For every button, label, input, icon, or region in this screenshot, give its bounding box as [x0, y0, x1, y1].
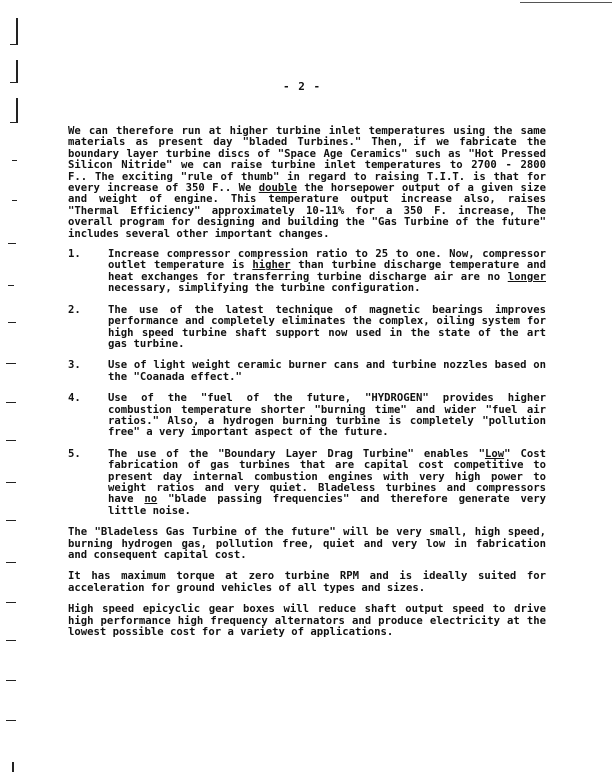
- margin-tick: [6, 720, 16, 721]
- margin-tick: [6, 680, 16, 681]
- list-item-text: Use of the "fuel of the future, "HYDROGEN" provides higher combustion temperature shorter "burning time" and wider "fuel air ratios." Also, a hydrogen burning turbine is completely "pollution free" a very important aspect of the future.: [108, 392, 546, 439]
- list-item-number: 1.: [68, 248, 81, 261]
- binder-mark: [10, 122, 18, 123]
- closing-paragraph: The "Bladeless Gas Turbine of the future" will be very small, high speed, burning hydrogen gas, pollution free, quiet and very low in fabrication and consequent capital cost.: [68, 526, 546, 561]
- underlined-word: higher: [252, 259, 291, 272]
- list-item-number: 5.: [68, 447, 81, 460]
- margin-tick: [6, 482, 16, 483]
- margin-tick: [12, 762, 14, 772]
- underlined-word: no: [144, 493, 158, 506]
- intro-emphasis: double: [258, 182, 297, 195]
- list-item: [68, 449, 546, 517]
- margin-tick: [8, 322, 16, 323]
- margin-tick: [6, 602, 16, 603]
- binder-mark: [16, 60, 18, 82]
- binder-mark: [16, 18, 18, 44]
- numbered-list: [68, 249, 546, 517]
- page-number: - 2 -: [283, 80, 322, 93]
- closing-paragraph: It has maximum torque at zero turbine RPM and is ideally suited for acceleration for ground vehicles of all types and sizes.: [68, 570, 546, 594]
- list-item-text: Increase compressor compression ratio to 25 to one. Now, compressor outlet temperature is higher than turbine discharge temperature and heat exchanges for transferring turbine discharge air are no longer necessary, simplifying the turbine configuration.: [108, 248, 546, 295]
- margin-tick: [6, 363, 16, 364]
- binder-mark: [10, 44, 18, 45]
- margin-tick: [6, 562, 16, 563]
- underlined-word: Low: [484, 447, 505, 460]
- list-item: [68, 360, 546, 383]
- intro-paragraph: [68, 126, 546, 240]
- underlined-word: longer: [507, 270, 546, 283]
- list-item-number: 2.: [68, 303, 81, 316]
- margin-tick: [12, 200, 17, 201]
- margin-tick: [8, 285, 14, 286]
- margin-tick: [12, 160, 17, 161]
- margin-tick: [6, 640, 16, 641]
- margin-tick: [6, 440, 16, 441]
- list-item-number: 4.: [68, 392, 81, 405]
- binder-mark: [16, 98, 18, 122]
- margin-tick: [8, 243, 16, 244]
- list-item-text: The use of the latest technique of magnetic bearings improves performance and completely eliminates the complex, oiling system for high speed turbine shaft support now used in the state of the art gas turbine.: [108, 303, 546, 350]
- intro-text: We can therefore run at higher turbine inlet temperatures using the same materials as present day "bladed Turbines." Then, if we fabricate the boundary layer turbine discs of "Space Age Ceramics" such as "Hot Pressed Silicon Nitride" we can raise turbine inlet temperatures to 2700 - 2800 F.. The exciting "rule of thumb" in regard to raising T.I.T. is that for every increase of 350 F.. We: [68, 125, 546, 195]
- intro-text: the horsepower output of a given size and weight of engine. This temperature output increase also, raises "Thermal Efficiency" approximately 10-11% for a 350 F. increase, The overall program for designing and building the "Gas Turbine of the future" includes several other important changes.: [68, 182, 546, 240]
- margin-tick: [6, 520, 16, 521]
- top-edge-rule: [520, 2, 612, 3]
- list-item: [68, 249, 546, 295]
- list-item: [68, 393, 546, 439]
- list-item: [68, 305, 546, 351]
- closing-paragraph: High speed epicyclic gear boxes will reduce shaft output speed to drive high performance high frequency alternators and produce electricity at the lowest possible cost for a variety of applications.: [68, 603, 546, 639]
- list-item-text: The use of the "Boundary Layer Drag Turbine" enables "Low" Cost fabrication of gas turbines that are capital cost competitive to present day internal combustion engines with very high power to weight ratios and very quiet. Bladeless turbines and compressors have no "blade passing frequencies" and therefore generate very little noise.: [108, 447, 547, 517]
- list-item-text: Use of light weight ceramic burner cans and turbine nozzles based on the "Coanada effect.": [108, 359, 546, 383]
- binder-mark: [10, 82, 18, 83]
- margin-tick: [6, 402, 16, 403]
- list-item-number: 3.: [68, 359, 81, 372]
- document-body: [68, 126, 546, 638]
